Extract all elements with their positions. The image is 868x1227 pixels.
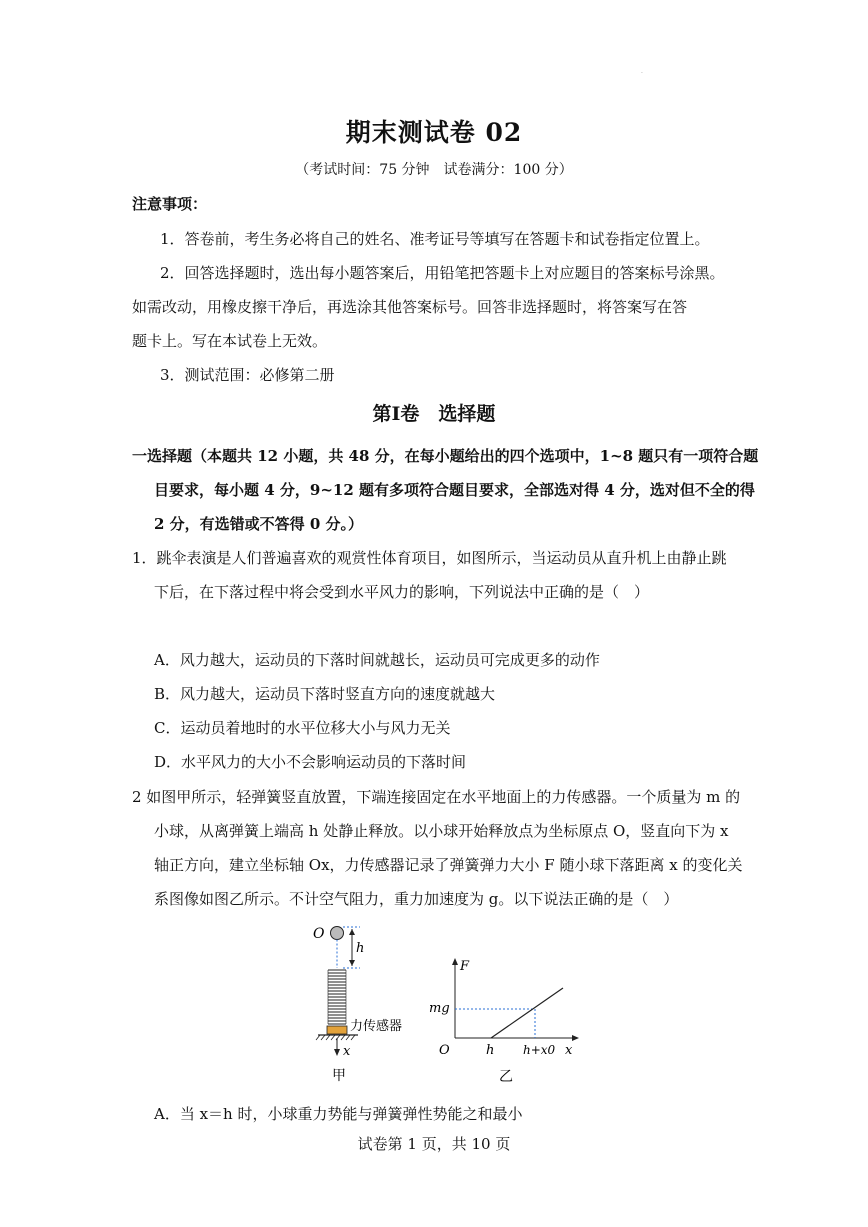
fig-yi-f-label: F [460,959,470,974]
exam-info: （考试时间：75 分钟 试卷满分：100 分） [295,162,573,178]
h-arrow-head-down [349,960,355,966]
q1-stem-2: 下后，在下落过程中将会受到水平风力的影响，下列说法中正确的是（ ） [154,583,650,601]
sensor-block [327,1026,347,1034]
fig-jia-sensor-label: 力传感器 [350,1019,403,1034]
fig-yi-mg-label: mg [429,1001,450,1016]
section-title: 第Ⅰ卷 选择题 [372,403,496,425]
ball-icon [331,927,344,940]
q2-stem-1: 2 如图甲所示，轻弹簧竖直放置，下端连接固定在水平地面上的力传感器。一个质量为 m 的 [132,788,741,806]
f-line [491,988,563,1038]
figure-yi [425,950,585,1090]
fig-yi-caption: 乙 [499,1069,513,1085]
page-title: 期末测试卷 02 [345,118,523,147]
h-arrow-head-up [349,929,355,935]
figure-jia [300,918,430,1088]
fig-jia-origin-label: O [313,926,325,942]
f-graph-x-arrow [572,1035,579,1041]
fig-jia-caption: 甲 [332,1068,346,1084]
note-2: 2．回答选择题时，选出每小题答案后，用铅笔把答题卡上对应题目的答案标号涂黑。 [160,264,725,282]
q1-stem-1: 1．跳伞表演是人们普遍喜欢的观赏性体育项目，如图所示，当运动员从直升机上由静止跳 [132,549,727,567]
section-intro-2: 目要求，每小题 4 分，9~12 题有多项符合题目要求，全部选对得 4 分，选对但不全的得 [154,481,755,499]
q2-stem-4: 系图像如图乙所示。不计空气阻力，重力加速度为 g。以下说法正确的是（ ） [154,890,679,908]
note-1: 1．答卷前，考生务必将自己的姓名、准考证号等填写在答题卡和试卷指定位置上。 [160,230,710,248]
note-3: 3．测试范围：必修第二册 [160,366,335,384]
q1-option-c: C．运动员着地时的水平位移大小与风力无关 [154,719,451,737]
notes-heading: 注意事项： [132,195,208,213]
spring-icon [328,970,346,1024]
fig-yi-h-label: h [486,1043,495,1058]
page-footer: 试卷第 1 页，共 10 页 [357,1135,511,1153]
q1-option-d: D．水平风力的大小不会影响运动员的下落时间 [154,753,467,771]
ground-hatch [316,1035,355,1040]
fig-jia-x-label: x [343,1044,351,1059]
section-intro-1: 一选择题（本题共 12 小题，共 48 分，在每小题给出的四个选项中，1~8 题只有一项符合题 [132,447,759,465]
section-intro-3: 2 分，有选错或不答得 0 分。） [154,515,364,533]
fig-yi-hx0-label: h+x0 [523,1043,556,1057]
fig-yi-o-label: O [439,1043,450,1058]
note-2-cont-2: 题卡上。写在本试卷上无效。 [132,332,328,350]
fig-yi-x-label: x [565,1043,573,1058]
x-axis-arrow-head [334,1049,340,1056]
q2-option-a: A．当 x＝h 时，小球重力势能与弹簧弹性势能之和最小 [154,1105,523,1123]
note-2-cont-1: 如需改动，用橡皮擦干净后，再选涂其他答案标号。回答非选择题时，将答案写在答 [132,298,688,316]
q2-stem-2: 小球，从离弹簧上端高 h 处静止释放。以小球开始释放点为坐标原点 O，竖直向下为 x [154,822,729,840]
q2-stem-3: 轴正方向，建立坐标轴 Ox，力传感器记录了弹簧弹力大小 F 随小球下落距离 x 的变化关 [154,856,743,874]
q1-option-a: A．风力越大，运动员的下落时间就越长，运动员可完成更多的动作 [154,651,600,669]
f-graph-y-arrow [452,958,458,965]
page-mark: · [641,70,643,77]
fig-jia-h-label: h [356,941,365,956]
q1-option-b: B．风力越大，运动员下落时竖直方向的速度就越大 [154,685,496,703]
